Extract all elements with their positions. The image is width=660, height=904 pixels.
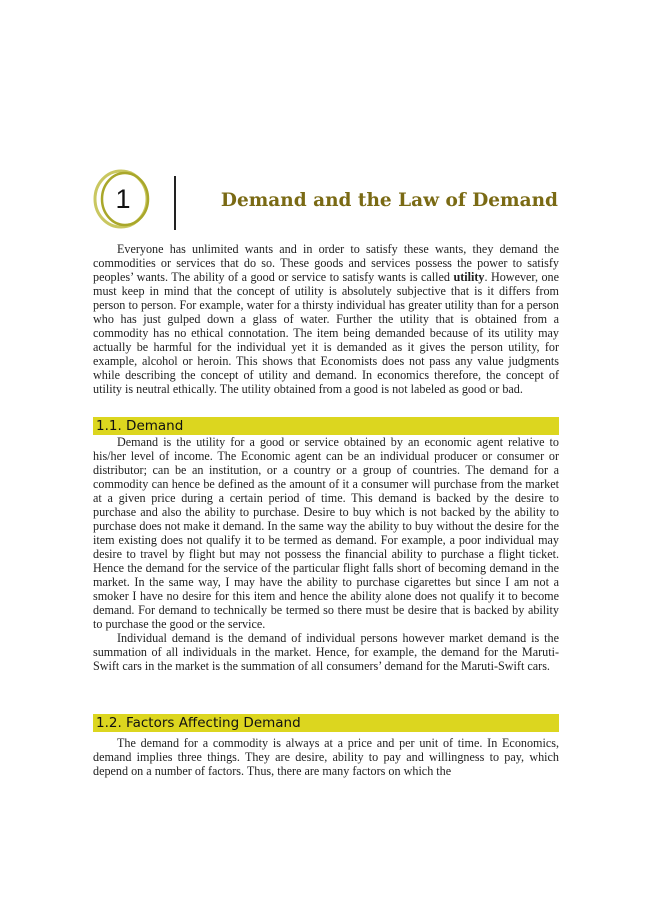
- utility-term: utility: [453, 270, 485, 284]
- intro-text-after: . However, one must keep in mind that the concept of utility is absolutely subjective that is it differs from person to person. For example, water for a thirsty individual has greater utility than for a person who has just gulped down a glass of water. Further the utility that is obtained from a commodity has no ethical connotation. The item being demanded because of its utility may actually be harmful for the individual yet it is demanded as it gives the person utility, for example, alcohol or heroin. This shows that Economists does not pass any value judgments while describing the concept of utility and demand. In economics therefore, the concept of utility is neutral ethically. The utility obtained from a good is not labeled as good or bad.: [93, 270, 560, 396]
- demand-paragraph-1: Demand is the utility for a good or service obtained by an economic agent relative to his/her level of income. The Economic agent can be an individual producer or consumer or distributor; can be an institution, or a country or a group of countries. The demand for a commodity can hence be defined as the amount of it a consumer will purchase from the market at a given price during a certain period of time. This demand is backed by the desire to purchase and also the ability to purchase. Desire to buy which is not backed by the ability to purchase does not make it demand. In the same way the ability to buy without the desire for the item existing does not qualify it to be termed as demand. For example, a poor individual may desire to travel by flight but may not possess the financial ability to purchase a flight ticket. Hence the demand for the service of the particular flight falls short of becoming demand in the market. In the same way, I may have the ability to purchase cigarettes but since I am not a smoker I have no desire for this item and hence the ability alone does not qualify it to become demand. For demand to technically be termed so there must be desire that is backed by ability to purchase the good or the service.: [93, 435, 559, 631]
- section-heading-demand: 1.1. Demand: [93, 417, 559, 435]
- section-body-demand: [93, 435, 559, 673]
- section-heading-factors: 1.2. Factors Affecting Demand: [93, 714, 559, 732]
- demand-paragraph-2: Individual demand is the demand of individual persons however market demand is the summation of all individuals in the market. Hence, for example, the demand for the Maruti-Swift cars in the market is the summation of all consumers’ demand for the Maruti-Swift cars.: [93, 631, 559, 673]
- intro-text: [93, 242, 559, 396]
- chapter-title: Demand and the Law of Demand: [220, 190, 558, 211]
- chapter-divider: [174, 176, 176, 230]
- intro-text-before: Everyone has unlimited wants and in order to satisfy these wants, they demand the commodities or services that do so. These goods and services possess the power to satisfy peoples’ wants. The ability of a good or service to satisfy wants is called: [93, 242, 559, 284]
- chapter-number: 1: [115, 183, 131, 214]
- factors-paragraph-1: The demand for a commodity is always at a price and per unit of time. In Economics, demand implies three things. They are desire, ability to pay and willingness to pay, which depend on a number of factors. Thus, there are many factors on which the: [93, 736, 559, 778]
- intro-paragraph: [93, 242, 559, 396]
- section-body-factors: [93, 736, 559, 778]
